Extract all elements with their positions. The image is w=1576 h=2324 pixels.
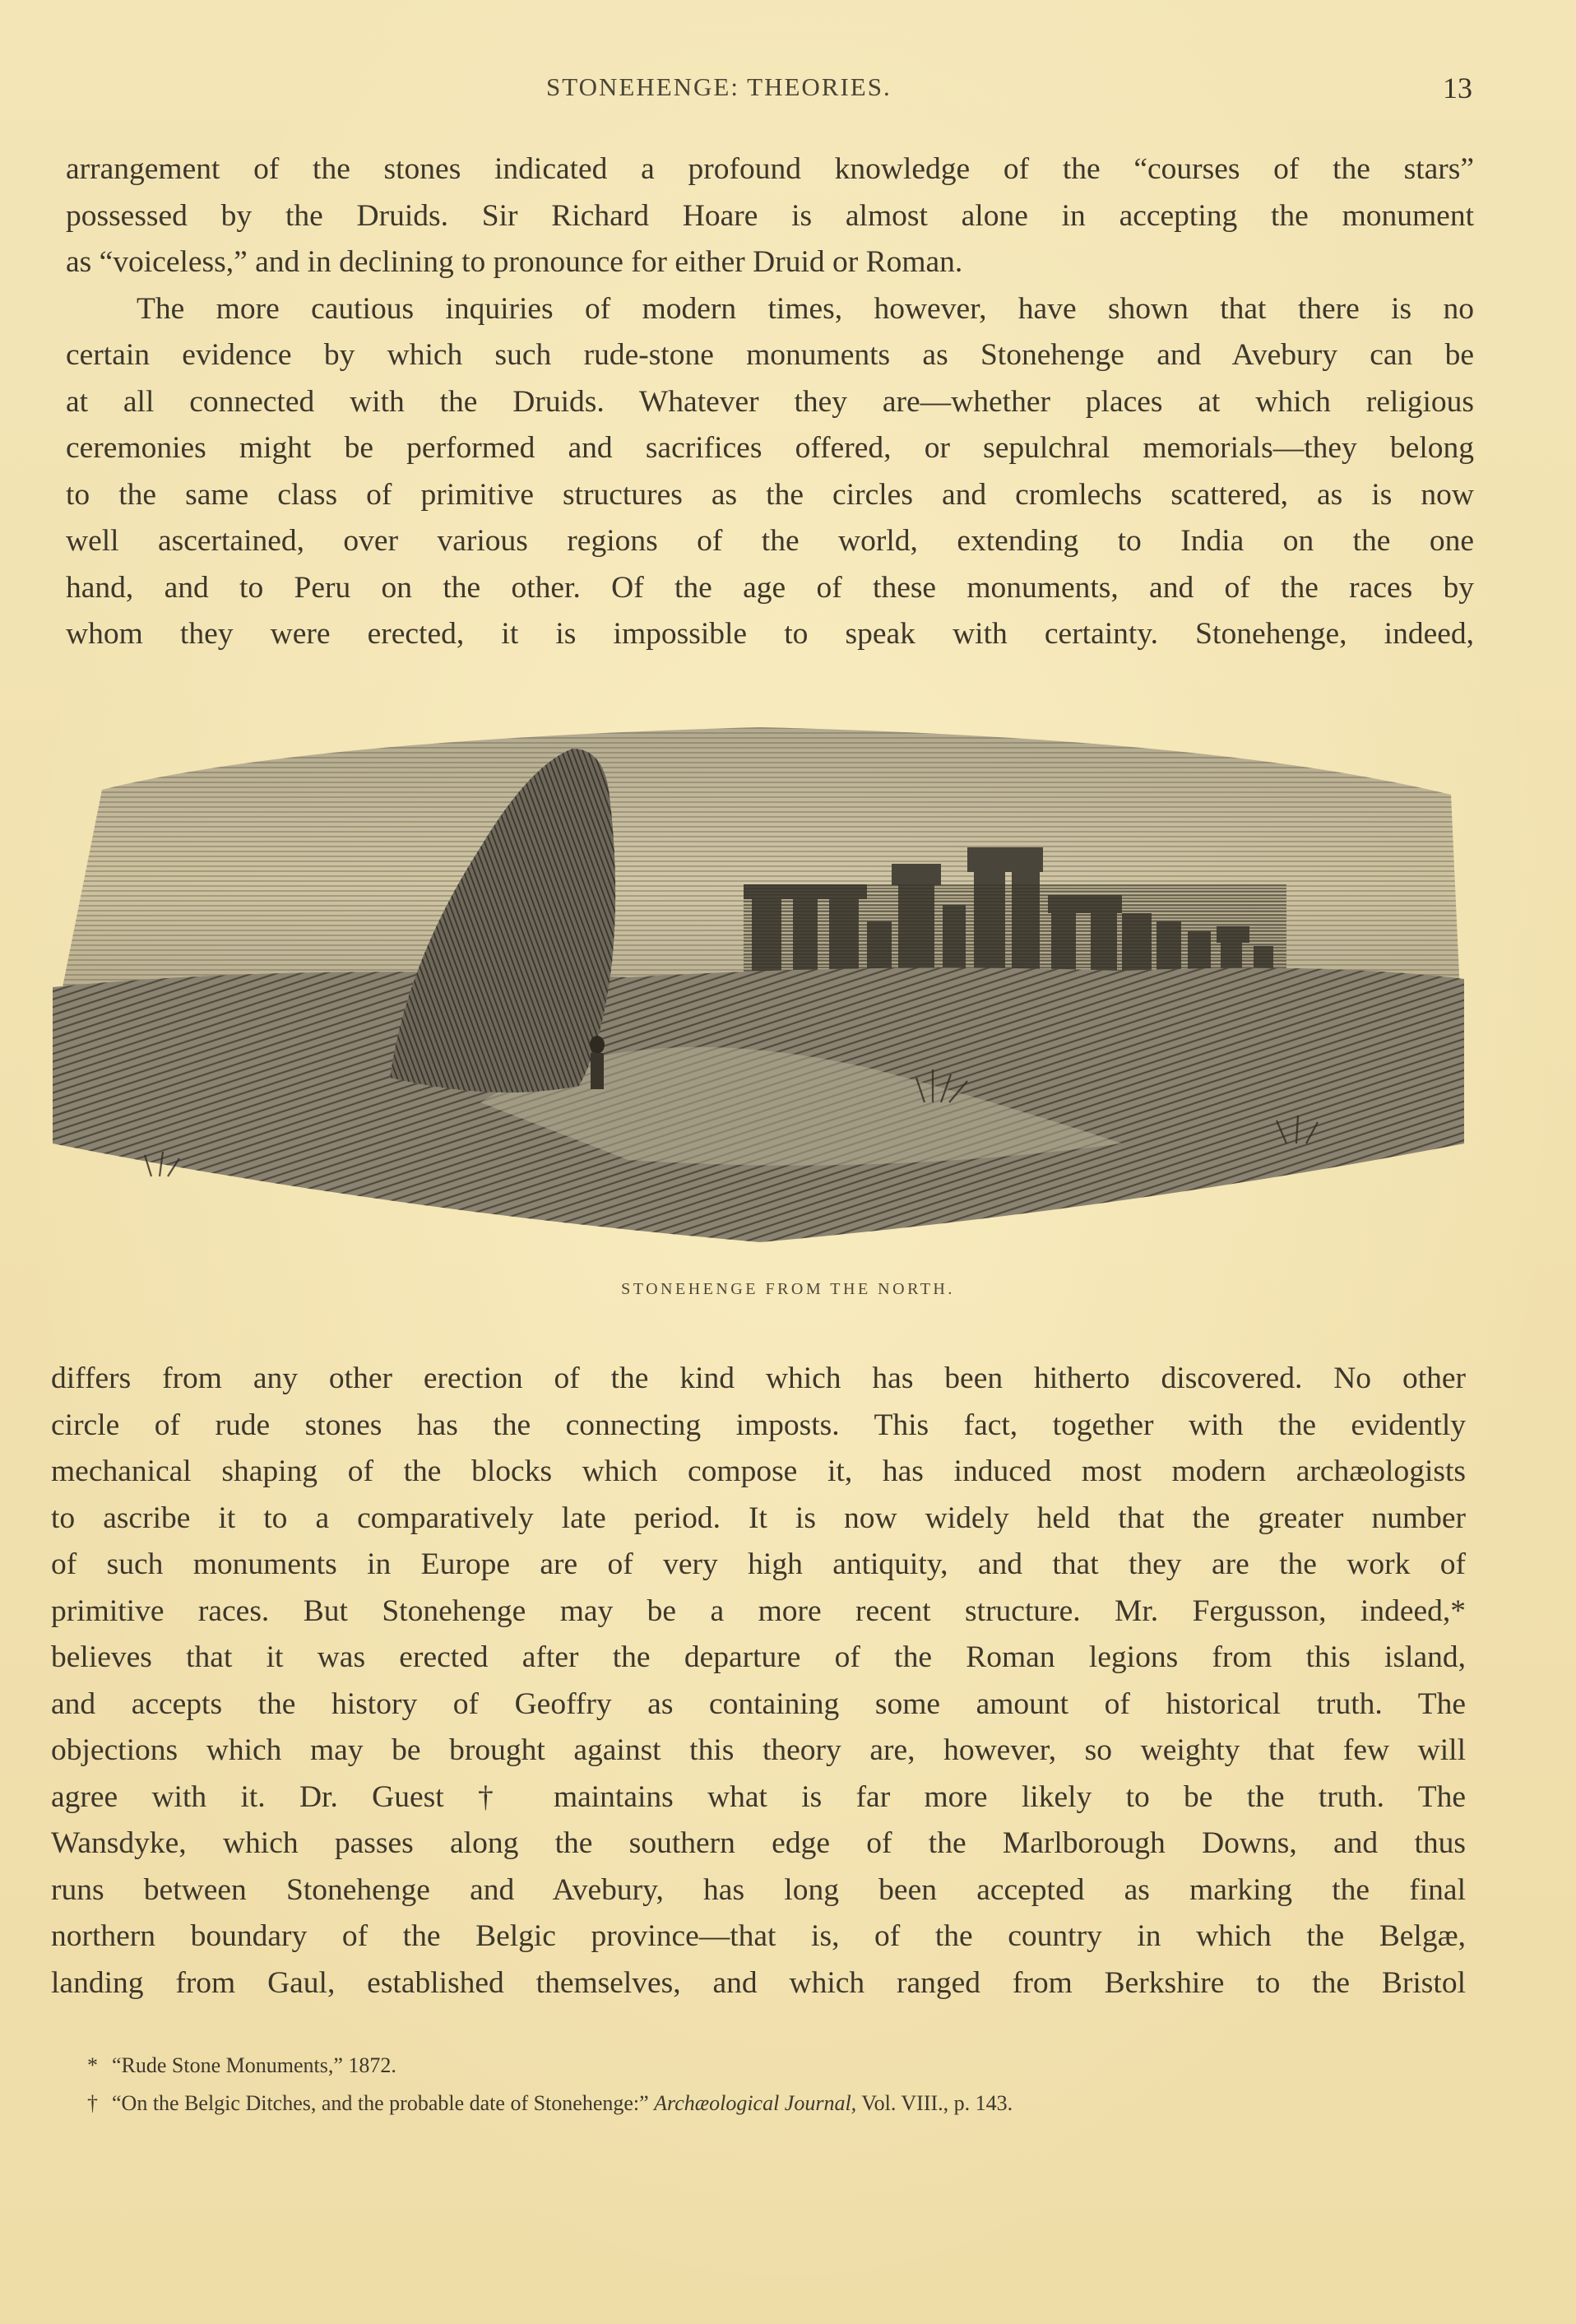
text-line: runs between Stonehenge and Avebury, has long been accepted as marking the final [51, 1872, 1466, 1907]
text-line: as “voiceless,” and in declining to pronounce for either Druid or Roman. [66, 245, 963, 279]
figure-person [590, 1036, 605, 1089]
text-line: to the same class of primitive structures as the circles and cromlechs scattered, as is now [66, 477, 1474, 512]
footnote-text: “Rude Stone Monuments,” 1872. [112, 2053, 396, 2077]
engraving-illustration [53, 716, 1466, 1246]
text-line: well ascertained, over various regions of the world, extending to India on the one [66, 524, 1474, 558]
text-line: to ascribe it to a comparatively late period. It is now widely held that the greater number [51, 1501, 1466, 1535]
stonehenge-engraving [53, 716, 1466, 1246]
text-line: hand, and to Peru on the other. Of the age of these monuments, and of the races by [66, 570, 1474, 605]
footnote [87, 2047, 1486, 2085]
page-number: 13 [1443, 72, 1472, 104]
text-line: The more cautious inquiries of modern times, however, have shown that there is no [137, 291, 1474, 326]
text-line: mechanical shaping of the blocks which compose it, has induced most modern archæologists [51, 1454, 1466, 1488]
text-line: and accepts the history of Geoffry as containing some amount of historical truth. The [51, 1686, 1466, 1721]
text-line: differs from any other erection of the kind which has been hitherto discovered. No other [51, 1361, 1466, 1395]
footnote-reference: Vol. VIII., p. 143. [861, 2091, 1013, 2115]
body-text-bottom [51, 1356, 1466, 2006]
footnotes [87, 2047, 1486, 2122]
text-line: agree with it. Dr. Guest † maintains what is far more likely to be the truth. The [51, 1779, 1466, 1814]
text-line: objections which may be brought against this theory are, however, so weighty that few will [51, 1733, 1466, 1767]
figure-caption: STONEHENGE FROM THE NORTH. [621, 1280, 955, 1298]
text-line: certain evidence by which such rude-stone monuments as Stonehenge and Avebury can be [66, 338, 1474, 372]
text-line: believes that it was erected after the departure of the Roman legions from this island, [51, 1640, 1466, 1674]
text-line: landing from Gaul, established themselves, and which ranged from Berkshire to the Bristol [51, 1965, 1466, 2000]
stone-circle-ruins-shade [744, 884, 1286, 975]
footnote-mark: * [87, 2053, 98, 2077]
text-line: whom they were erected, it is impossible to speak with certainty. Stonehenge, indeed, [66, 617, 1474, 651]
text-line: primitive races. But Stonehenge may be a more recent structure. Mr. Fergusson, indeed,* [51, 1593, 1466, 1628]
text-line: at all connected with the Druids. Whatever they are—whether places at which religious [66, 384, 1474, 419]
text-line: northern boundary of the Belgic province—that is, of the country in which the Belgæ, [51, 1919, 1466, 1953]
running-head [0, 67, 1576, 109]
text-line: of such monuments in Europe are of very high antiquity, and that they are the work of [51, 1547, 1466, 1581]
footnote [87, 2085, 1486, 2122]
text-line: arrangement of the stones indicated a profound knowledge of the “courses of the stars” [66, 152, 1474, 186]
running-title: STONEHENGE: THEORIES. [546, 72, 892, 101]
text-line: ceremonies might be performed and sacrifices offered, or sepulchral memorials—they belong [66, 431, 1474, 465]
text-line: Wansdyke, which passes along the southern edge of the Marlborough Downs, and thus [51, 1826, 1466, 1860]
footnote-journal-title: Archæological Journal, [654, 2091, 857, 2115]
footnote-text: “On the Belgic Ditches, and the probable date of Stonehenge:” [112, 2091, 649, 2115]
footnote-mark: † [87, 2091, 98, 2115]
body-text-top [66, 146, 1474, 658]
text-line: possessed by the Druids. Sir Richard Hoare is almost alone in accepting the monument [66, 198, 1474, 233]
text-line: circle of rude stones has the connecting imposts. This fact, together with the evidently [51, 1408, 1466, 1442]
